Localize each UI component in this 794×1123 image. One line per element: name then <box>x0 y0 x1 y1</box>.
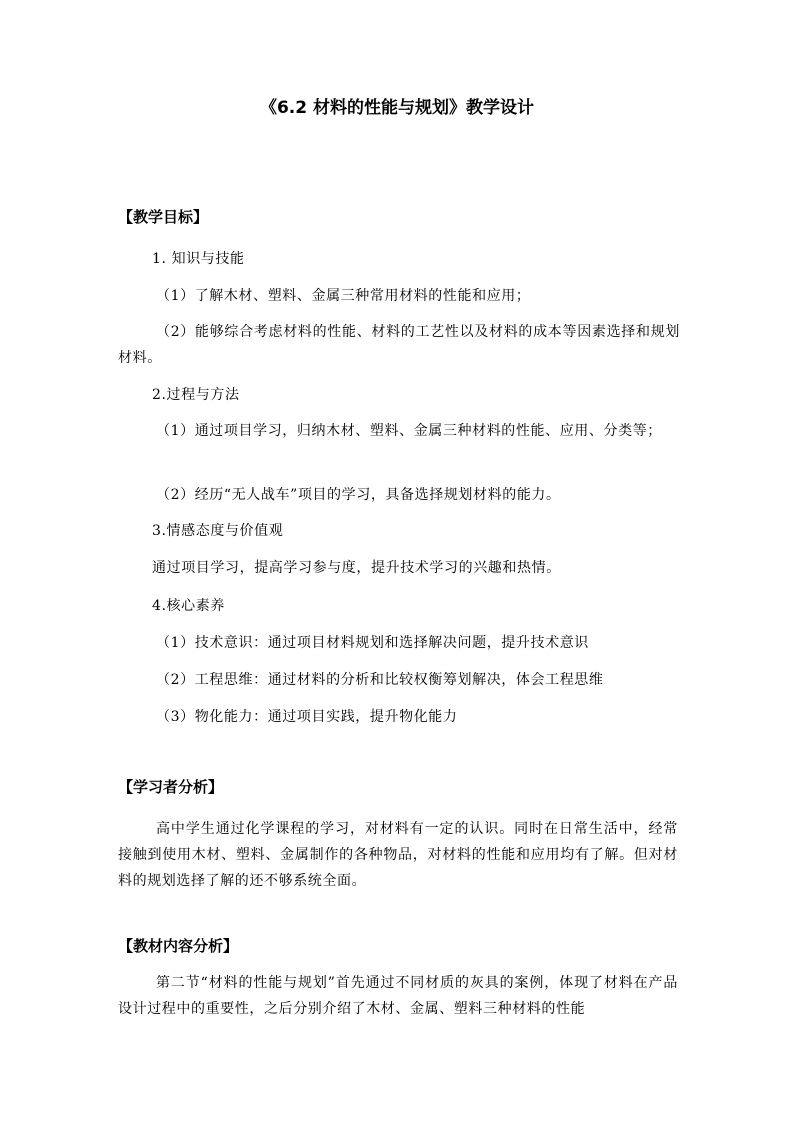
objective-4-point-3: （3）物化能力：通过项目实践，提升物化能力 <box>156 709 458 725</box>
objective-4-point-1: （1）技术意识：通过项目材料规划和选择解决问题，提升技术意识 <box>156 635 589 651</box>
objective-3-title: 3.情感态度与价值观 <box>152 523 284 539</box>
document-title: 《6.2 材料的性能与规划》教学设计 <box>259 98 535 118</box>
objective-2-point-1: （1）通过项目学习，归纳木材、塑料、金属三种材料的性能、应用、分类等； <box>156 423 662 439</box>
objective-1-point-1: （1）了解木材、塑料、金属三种常用材料的性能和应用； <box>156 288 531 304</box>
section-heading-learner: 【学习者分析】 <box>118 778 224 796</box>
objective-2-title: 2.过程与方法 <box>152 387 240 403</box>
objective-3-point-1: 通过项目学习，提高学习参与度，提升技术学习的兴趣和热情。 <box>152 560 561 576</box>
objective-4-title: 4.核心素养 <box>152 598 225 614</box>
objective-2-point-2: （2）经历“无人战车”项目的学习，具备选择规划材料的能力。 <box>156 487 561 503</box>
objective-1-point-2: （2）能够综合考虑材料的性能、材料的工艺性以及材料的成本等因素选择和规划材料。 <box>118 324 680 366</box>
content-analysis-text: 第二节“材料的性能与规划”首先通过不同材质的灰具的案例，体现了材料在产品设计过程中的重要性，之后分别介绍了木材、金属、塑料三种材料的性能 <box>118 975 678 1017</box>
section-heading-objectives: 【教学目标】 <box>118 208 209 226</box>
objective-4-point-2: （2）工程思维：通过材料的分析和比较权衡筹划解决，体会工程思维 <box>156 672 604 688</box>
learner-analysis-text: 高中学生通过化学课程的学习，对材料有一定的认识。同时在日常生活中，经常接触到使用木材、塑料、金属制作的各种物品，对材料的性能和应用均有了解。但对材料的规划选择了解的还不够系统全面。 <box>118 821 678 889</box>
section-heading-content: 【教材内容分析】 <box>118 937 239 955</box>
objective-1-title: 1. 知识与技能 <box>152 251 245 267</box>
